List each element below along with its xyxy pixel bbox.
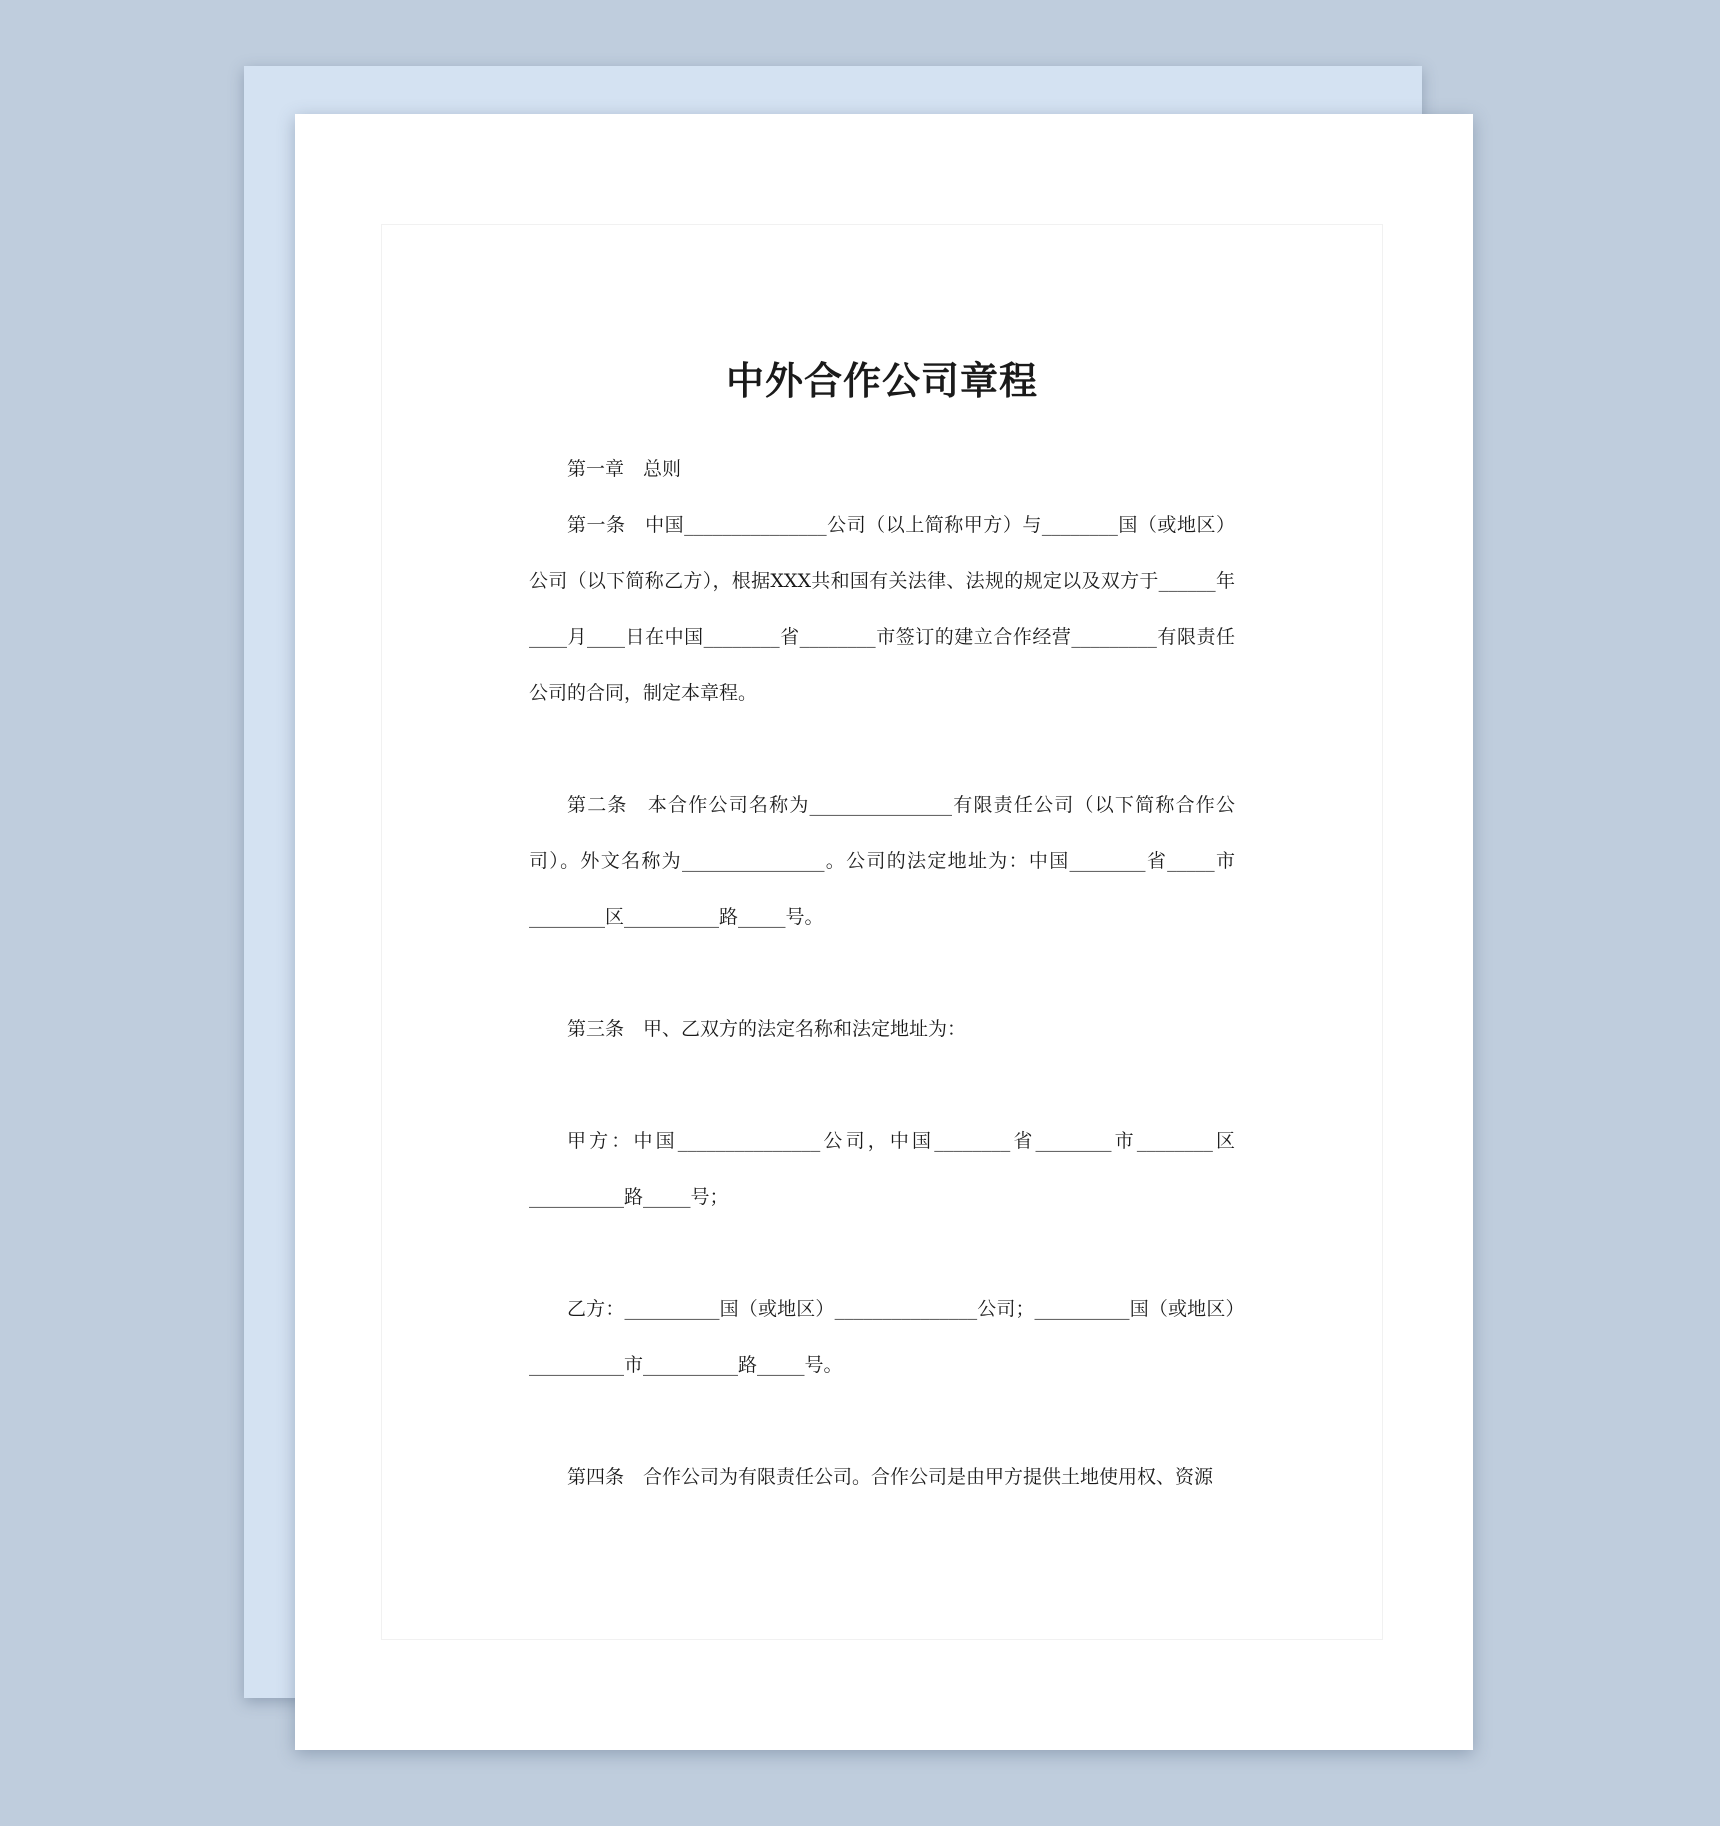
document-title: 中外合作公司章程 <box>725 359 1038 403</box>
page-content <box>529 350 1235 1505</box>
party-b-address: 乙方：__________国（或地区）_______________公司；__________国（或地区）__________市__________路_____号。 <box>529 1298 1235 1376</box>
party-a-address: 甲方：中国_______________公司，中国________省________市________区__________路_____号； <box>529 1130 1235 1208</box>
article-3: 第三条 甲、乙双方的法定名称和法定地址为： <box>567 1018 967 1040</box>
document-page <box>295 114 1473 1750</box>
article-2: 第二条 本合作公司名称为_______________有限责任公司（以下简称合作公司）。外文名称为_______________。公司的法定地址为：中国________省_____市________区__________路_____号。 <box>529 794 1235 928</box>
article-1: 第一条 中国_______________公司（以上简称甲方）与________国（或地区）公司（以下简称乙方），根据XXX共和国有关法律、法规的规定以及双方于______年____月____日在中国________省________市签订的建立合作经营_________有限责任公司的合同，制定本章程。 <box>529 514 1235 704</box>
chapter-heading: 第一章 总则 <box>567 458 682 480</box>
article-4: 第四条 合作公司为有限责任公司。合作公司是由甲方提供土地使用权、资源 <box>567 1466 1214 1488</box>
